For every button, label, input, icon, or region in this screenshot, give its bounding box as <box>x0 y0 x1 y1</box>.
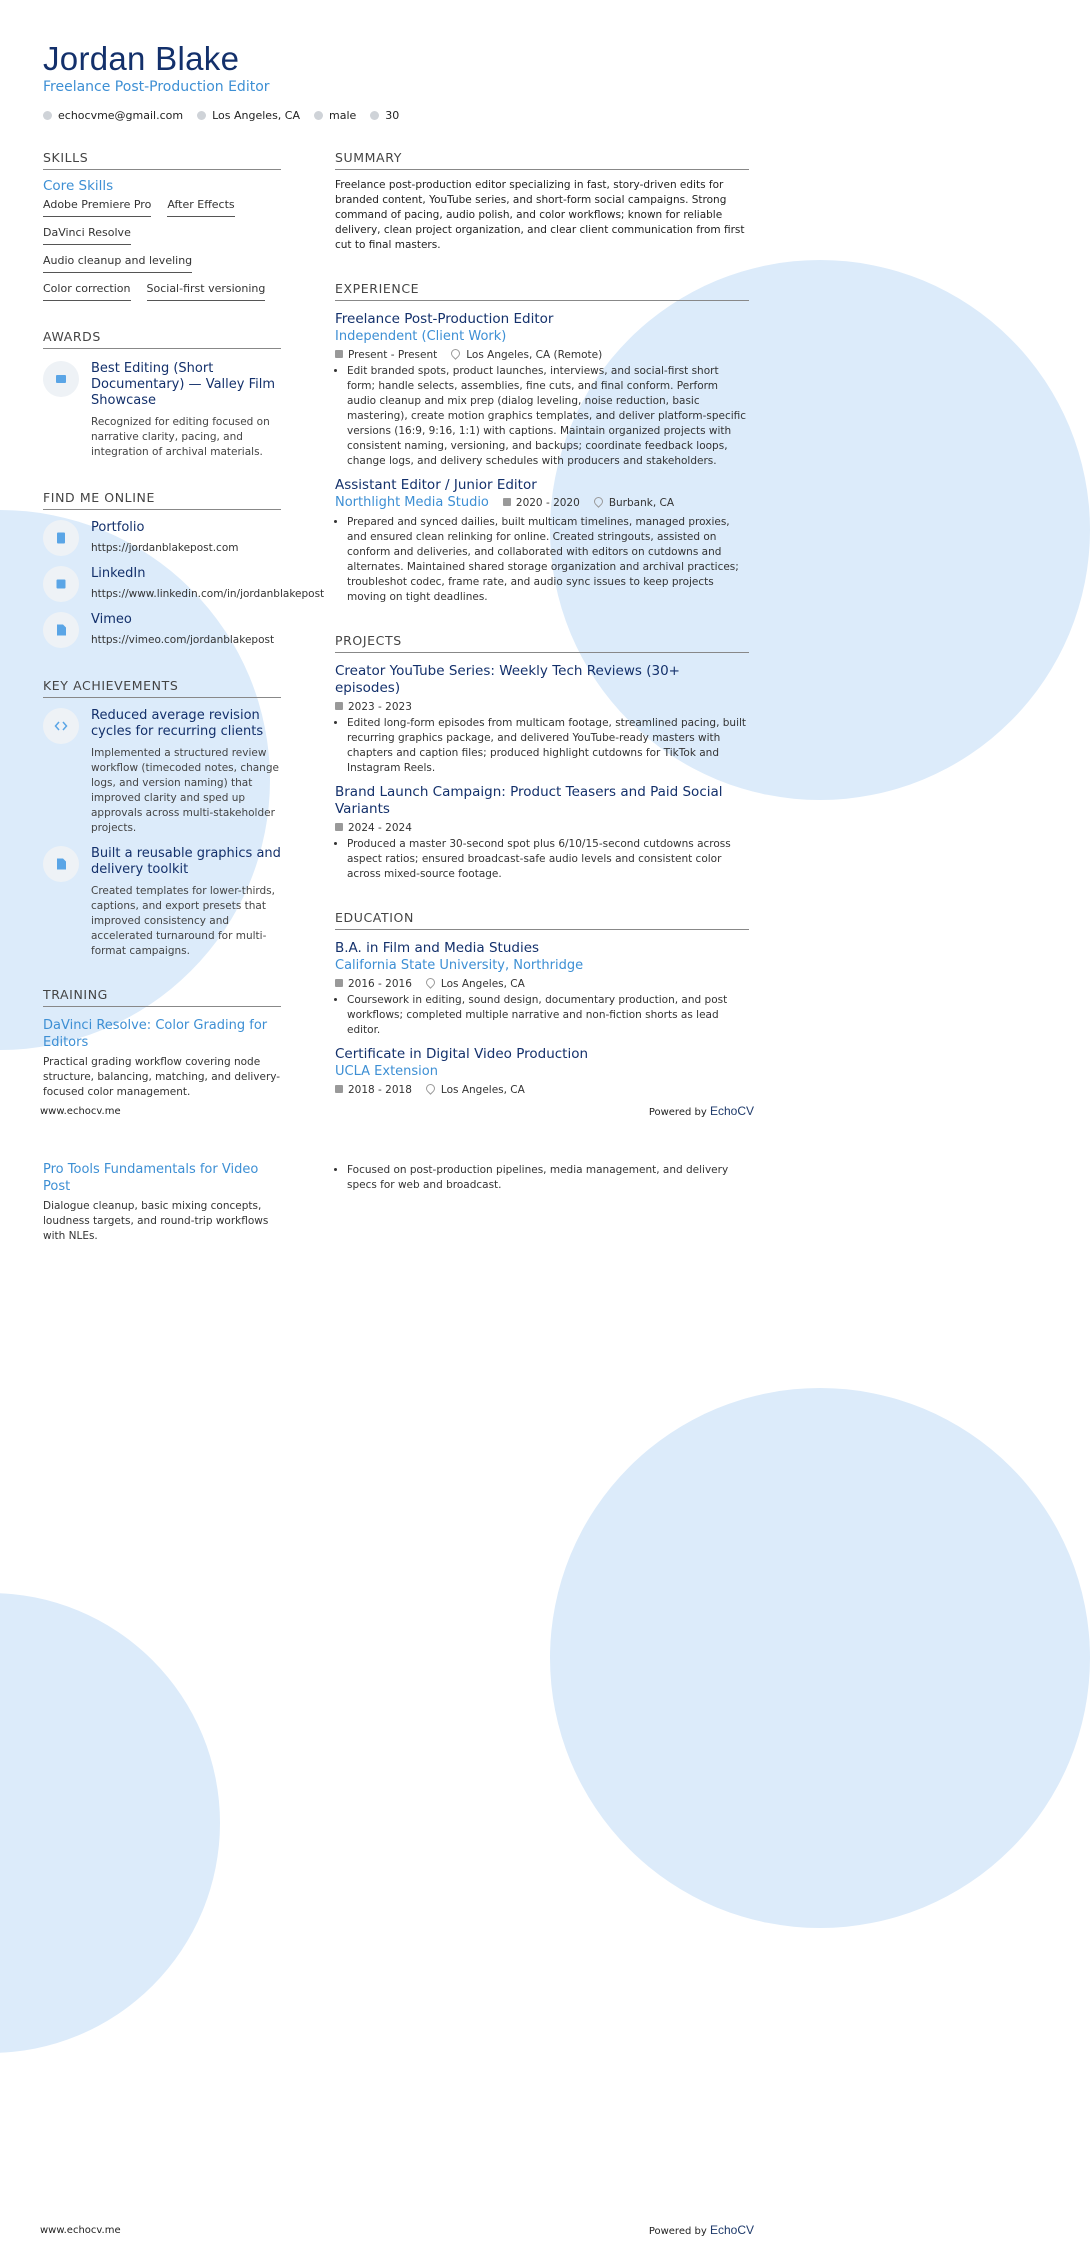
job-company: Independent (Client Work) <box>335 329 507 344</box>
training-title: DaVinci Resolve: Color Grading for Editors <box>43 1018 268 1050</box>
decor-circle <box>0 1593 220 2053</box>
edu-bullet: • Focused on post-production pipelines, media management, and delivery specs for web and broadcast. <box>347 1163 749 1193</box>
online-item-vimeo[interactable] <box>43 612 281 648</box>
linkedin-url[interactable]: https://www.linkedin.com/in/jordanblakepost <box>91 588 325 600</box>
resume-page-2 <box>0 1123 794 2246</box>
job-title: Assistant Editor / Junior Editor <box>335 477 537 493</box>
age-contact: 30 <box>370 109 399 122</box>
job-dates: 2020 - 2020 <box>503 497 580 509</box>
footer-site[interactable]: www.echocv.me <box>40 1105 121 1117</box>
right-column-continued <box>335 1163 749 1193</box>
online-item-portfolio[interactable] <box>43 520 281 556</box>
project-item <box>335 784 749 882</box>
project-title: Creator YouTube Series: Weekly Tech Reviews (30+ episodes) <box>335 663 680 696</box>
decor-circle <box>550 1388 1090 1928</box>
echocv-logo: EchoCV <box>709 1104 754 1118</box>
skill-tag: Color correction <box>43 282 131 301</box>
achievement-title: Reduced average revision cycles for recurring clients <box>91 708 264 739</box>
page-footer <box>40 1104 754 1118</box>
edu-school: California State University, Northridge <box>335 958 584 973</box>
candidate-name: Jordan Blake <box>43 40 240 77</box>
job-company: Northlight Media Studio <box>335 495 489 510</box>
education-item <box>335 1046 749 1096</box>
award-title: Best Editing (Short Documentary) — Valley Film Showcase <box>91 361 276 408</box>
left-column-continued <box>43 1161 281 1244</box>
skills-group-title: Core Skills <box>43 178 114 194</box>
book-icon <box>43 566 79 602</box>
training-desc: Practical grading workflow covering node structure, balancing, matching, and delivery-focused color management. <box>43 1056 281 1098</box>
echocv-logo: EchoCV <box>709 2223 754 2237</box>
achievement-desc: Implemented a structured review workflow (timecoded notes, change logs, and version naming) that improved clarity and sped up approvals across multi-stakeholder projects. <box>91 747 279 834</box>
job-title: Freelance Post-Production Editor <box>335 311 554 327</box>
project-dates: 2023 - 2023 <box>335 701 412 713</box>
skill-tag: After Effects <box>167 198 234 217</box>
summary-heading: SUMMARY <box>335 150 749 170</box>
job-bullet: • Edit branded spots, product launches, interviews, and social-first short form; handle selects, assemblies, fine cuts, and final conform. Perform audio cleanup and mix prep (dialog leveling, noise reduction, basic mastering), create motion graphics templates, and deliver platform-specific versions (16:9, 9:16, 1:1) with captions. Maintain organized projects with consistent naming, versioning, and backups; coordinate feedback loops, change logs, and delivery schedules with producers and stakeholders. <box>347 364 749 469</box>
skills-list <box>43 198 281 301</box>
skill-tag: Audio cleanup and leveling <box>43 254 192 273</box>
award-item <box>43 361 281 460</box>
code-icon <box>43 708 79 744</box>
edu-degree: B.A. in Film and Media Studies <box>335 940 540 956</box>
footer-powered: Powered by <box>648 2226 707 2237</box>
linkedin-label: LinkedIn <box>91 566 146 581</box>
edu-degree: Certificate in Digital Video Production <box>335 1046 589 1062</box>
gender-contact: male <box>314 109 356 122</box>
edu-dates: 2016 - 2016 <box>335 978 412 990</box>
project-title: Brand Launch Campaign: Product Teasers and Paid Social Variants <box>335 784 723 817</box>
online-item-linkedin[interactable] <box>43 566 325 602</box>
page-footer <box>40 2223 754 2237</box>
achievement-title: Built a reusable graphics and delivery toolkit <box>91 846 281 877</box>
skill-tag: Social-first versioning <box>147 282 266 301</box>
job-bullet: • Prepared and synced dailies, built multicam timelines, managed proxies, and ensured clean relinking for online. Created stringouts, assisted on conform and deliveries, and collaborated with editors on cutdowns and alternates. Maintained shared storage organization and archival practices; troubleshot codec, frame rate, and audio sync issues to keep projects moving on tight deadlines. <box>347 515 749 605</box>
file-icon <box>43 846 79 882</box>
edu-school: UCLA Extension <box>335 1064 438 1079</box>
summary-text: Freelance post-production editor specializing in fast, story-driven edits for branded content, YouTube series, and short-form social campaigns. Strong command of pacing, audio polish, and color workflows; known for reliable delivery, clean project organization, and clear client communication from first cut to final masters. <box>335 179 745 251</box>
projects-heading: PROJECTS <box>335 633 749 653</box>
achievement-item <box>43 846 281 959</box>
project-item <box>335 663 749 776</box>
resume-page-1 <box>0 0 794 1123</box>
email-icon <box>43 111 52 120</box>
experience-heading: EXPERIENCE <box>335 281 749 301</box>
training-desc: Dialogue cleanup, basic mixing concepts, loudness targets, and round-trip workflows with NLEs. <box>43 1200 269 1242</box>
training-heading: TRAINING <box>43 987 281 1007</box>
edu-dates: 2018 - 2018 <box>335 1084 412 1096</box>
achievement-desc: Created templates for lower-thirds, captions, and export presets that improved consistency and accelerated turnaround for multi-format campaigns. <box>91 885 275 957</box>
calendar-icon <box>370 111 379 120</box>
education-heading: EDUCATION <box>335 910 749 930</box>
awards-heading: AWARDS <box>43 329 281 349</box>
job-dates: Present - Present <box>335 349 437 361</box>
person-icon <box>314 111 323 120</box>
right-column <box>335 150 749 1099</box>
project-dates: 2024 - 2024 <box>335 822 412 834</box>
footer-powered: Powered by <box>648 1107 707 1118</box>
experience-item <box>335 477 749 605</box>
left-column <box>43 150 325 1100</box>
document-icon <box>43 520 79 556</box>
location-contact: Los Angeles, CA <box>197 109 300 122</box>
skill-tag: DaVinci Resolve <box>43 226 131 245</box>
achievement-item <box>43 708 281 836</box>
contact-row <box>43 109 399 122</box>
award-desc: Recognized for editing focused on narrative clarity, pacing, and integration of archival materials. <box>91 416 270 458</box>
portfolio-label: Portfolio <box>91 520 145 535</box>
vimeo-url[interactable]: https://vimeo.com/jordanblakepost <box>91 634 275 646</box>
footer-site[interactable]: www.echocv.me <box>40 2224 121 2236</box>
portfolio-url[interactable]: https://jordanblakepost.com <box>91 542 239 554</box>
edu-location: Los Angeles, CA <box>426 1084 525 1096</box>
achievements-heading: KEY ACHIEVEMENTS <box>43 678 281 698</box>
file-icon <box>43 612 79 648</box>
skill-tag: Adobe Premiere Pro <box>43 198 151 217</box>
job-location: Burbank, CA <box>594 497 674 509</box>
vimeo-label: Vimeo <box>91 612 132 627</box>
edu-bullet: • Coursework in editing, sound design, documentary production, and post workflows; completed multiple narrative and non-fiction shorts as lead editor. <box>347 993 749 1038</box>
award-icon <box>43 361 79 397</box>
training-title: Pro Tools Fundamentals for Video Post <box>43 1162 259 1194</box>
skills-heading: SKILLS <box>43 150 281 170</box>
location-icon <box>197 111 206 120</box>
online-heading: FIND ME ONLINE <box>43 490 281 510</box>
job-location: Los Angeles, CA (Remote) <box>451 349 602 361</box>
project-bullet: • Produced a master 30-second spot plus 6/10/15-second cutdowns across aspect ratios; ensured broadcast-safe audio levels and consistent color across mixed-source footage. <box>347 837 749 882</box>
education-item <box>335 940 749 1038</box>
experience-item <box>335 311 749 469</box>
candidate-title: Freelance Post-Production Editor <box>43 79 270 95</box>
email-contact[interactable]: echocvme@gmail.com <box>43 109 183 122</box>
project-bullet: • Edited long-form episodes from multicam footage, streamlined pacing, built recurring graphics package, and delivered YouTube-ready masters with chapters and caption files; produced highlight cutdowns for TikTok and Instagram Reels. <box>347 716 749 776</box>
edu-location: Los Angeles, CA <box>426 978 525 990</box>
